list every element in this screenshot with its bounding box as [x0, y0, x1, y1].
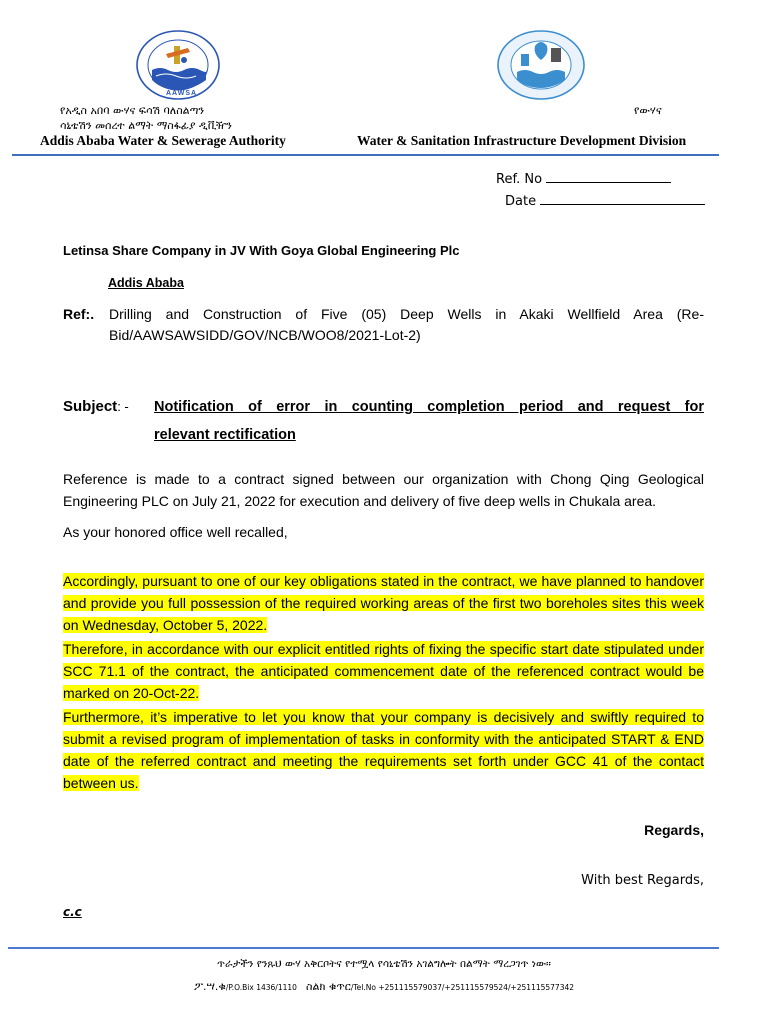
- paragraph-5-text: Furthermore, it’s imperative to let you know that your company is decisively and swiftly required to submit a revised program of implementation of tasks in conformity with the anticipated START & END date of the referred contract and meeting the requirements set forth under GCC 41 of the contact between us.: [63, 709, 704, 791]
- aawsa-logo: [136, 30, 220, 100]
- header-divider: [12, 154, 719, 156]
- footer-tel: /Tel.No +251115579037/+251115579524/+251115577342: [350, 983, 575, 992]
- paragraph-4: [63, 638, 704, 704]
- subject-block: [63, 393, 704, 449]
- footer-motto: ጥራታችን የንጹህ ውሃ አቅርቦትና የተሟላ የሳኒቴሽን አገልግሎት በልማት ማረጋገጥ ነው።: [217, 958, 551, 970]
- date-label: Date: [505, 194, 537, 209]
- paragraph-5: [63, 706, 704, 794]
- date-line: [505, 193, 705, 209]
- footer-contact: [0, 975, 768, 994]
- recipient-city: Addis Ababa: [108, 276, 184, 290]
- reference-text: Drilling and Construction of Five (05) Deep Wells in Akaki Wellfield Area (Re-Bid/AAWSAWSIDD/GOV/NCB/WOO8/2021-Lot-2): [109, 306, 704, 343]
- reference-label: Ref:.: [63, 306, 95, 322]
- paragraph-3-text: Accordingly, pursuant to one of our key obligations stated in the contract, we have planned to handover and provide you full possession of the required working areas of the first two boreholes sites this week on Wednesday, October 5, 2022.: [63, 573, 704, 633]
- ref-no-blank: [546, 171, 671, 183]
- reference-block: [63, 304, 704, 346]
- header-amharic-left-1: የአዲስ አበባ ውሃና ፍሳሽ ባለስልጣን: [60, 104, 205, 117]
- division-logo-icon: [497, 30, 585, 100]
- header-amharic-left-2: ሳኒቴሽን መሰረተ ልማት ማስፋፊያ ዲቪዥን: [60, 119, 232, 132]
- subject-label-wrap: [63, 393, 129, 421]
- paragraph-2: As your honored office well recalled,: [63, 524, 288, 540]
- subject-line-1: Notification of error in counting completion period and request for: [154, 399, 704, 415]
- date-blank: [540, 193, 705, 205]
- aawsa-logo-text: AAWSA: [166, 90, 198, 97]
- subject-text: [154, 393, 704, 449]
- header-authority-name: Addis Ababa Water & Sewerage Authority: [40, 133, 286, 148]
- subject-line-2: relevant rectification: [154, 427, 296, 443]
- subject-label: Subject: [63, 398, 118, 415]
- footer-divider: [8, 947, 719, 949]
- footer-po-box: /P.O.Bix 1436/1110: [225, 983, 297, 992]
- paragraph-4-text: Therefore, in accordance with our explicit entitled rights of fixing the specific start date stipulated under SCC 71.1 of the contract, the anticipated commencement date of the referenced contract would be marked on 20-Oct-22.: [63, 641, 704, 701]
- paragraph-3: [63, 570, 704, 636]
- division-logo: [497, 30, 585, 100]
- cc-label: c.c: [63, 905, 82, 919]
- recipient-company: Letinsa Share Company in JV With Goya Global Engineering Plc: [63, 243, 460, 258]
- closing-regards: Regards,: [644, 822, 704, 838]
- ref-no-line: [496, 171, 671, 187]
- subject-sep: : -: [117, 399, 129, 414]
- footer-tel-label: ስልክ ቁጥር: [306, 980, 351, 993]
- ref-no-label: Ref. No: [496, 172, 543, 187]
- footer-po-label: ፖ.ሣ.ቁ: [193, 980, 226, 993]
- paragraph-1: Reference is made to a contract signed between our organization with Chong Qing Geological Engineering PLC on July 21, 2022 for execution and delivery of five deep wells in Chukala area.: [63, 471, 704, 509]
- header-amharic-right: የውሃና: [634, 104, 662, 117]
- header-division-name: Water & Sanitation Infrastructure Development Division: [357, 133, 687, 148]
- closing-best-regards: With best Regards,: [581, 873, 704, 888]
